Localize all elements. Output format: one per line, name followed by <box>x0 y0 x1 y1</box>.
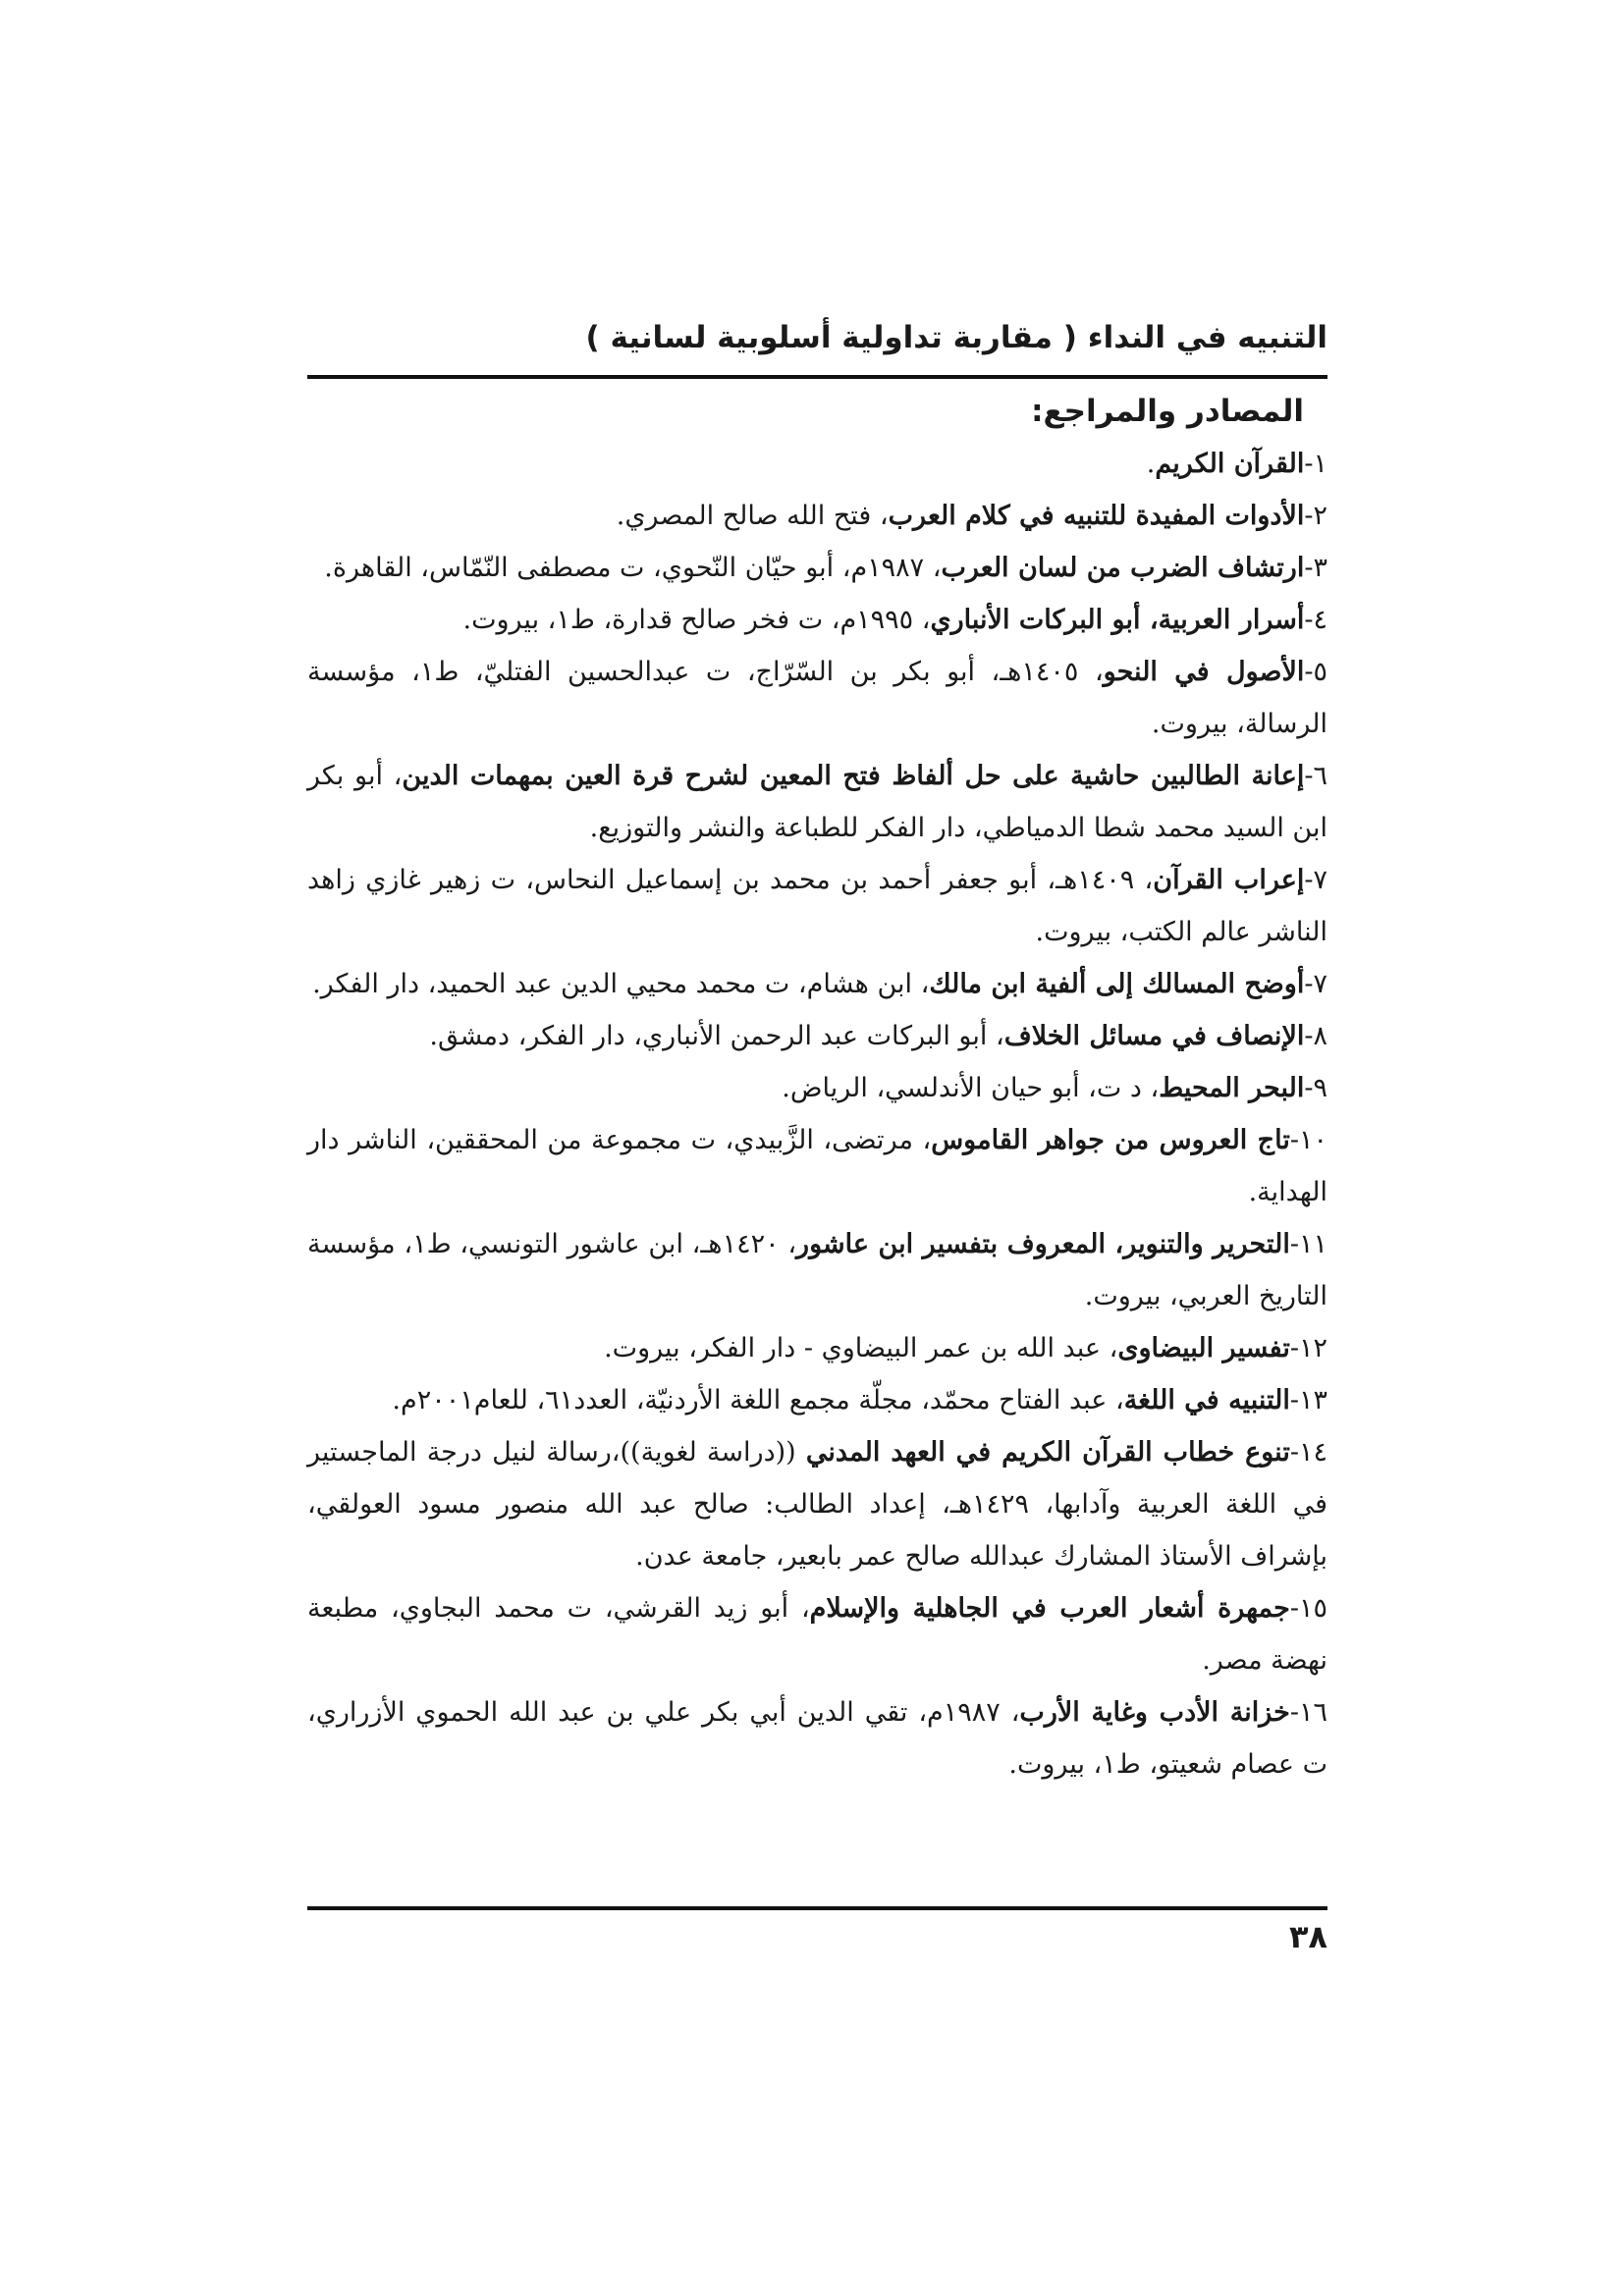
reference-number: ٧- <box>1304 865 1328 895</box>
reference-item <box>307 1426 1327 1582</box>
reference-item <box>307 958 1327 1010</box>
reference-number: ١- <box>1304 449 1327 479</box>
reference-item <box>307 542 1327 594</box>
reference-details: . <box>1146 449 1156 479</box>
reference-item <box>307 1322 1327 1374</box>
reference-details: ، ١٩٩٥م، ت فخر صالح قدارة، ط١، بيروت. <box>462 605 931 635</box>
reference-title: أسرار العربية، أبو البركات الأنباري <box>930 605 1305 635</box>
page-number: ٣٨ <box>1288 1918 1327 1955</box>
reference-title: أوضح المسالك إلى ألفية ابن مالك <box>929 969 1305 999</box>
reference-number: ٨- <box>1304 1021 1327 1051</box>
reference-title: ارتشاف الضرب من لسان العرب <box>941 553 1305 583</box>
reference-details: ، عبد الله بن عمر البيضاوي - دار الفكر، بيروت. <box>604 1333 1118 1363</box>
reference-number: ٥- <box>1304 657 1328 687</box>
reference-title: خزانة الأدب وغاية الأرب <box>1019 1697 1290 1728</box>
reference-details: ، ١٤٠٥هـ، أبو بكر بن السّرّاج، ت عبدالحسين الفتليّ، ط١، مؤسسة الرسالة، بيروت. <box>307 657 1327 739</box>
reference-details: ، أبو بكر ابن السيد محمد شطا الدمياطي، دار الفكر للطباعة والنشر والتوزيع. <box>307 761 1327 843</box>
references-section <box>307 383 1327 1790</box>
reference-item <box>307 646 1327 750</box>
section-title: المصادر والمراجع: <box>1031 394 1304 429</box>
reference-title: تفسير البيضاوى <box>1117 1333 1290 1363</box>
reference-details: ، عبد الفتاح محمّد، مجلّة مجمع اللغة الأردنيّة، العدد٦١، للعام٢٠٠١م. <box>392 1385 1124 1415</box>
reference-item <box>307 1062 1327 1114</box>
reference-details: ، ١٩٨٧م، تقي الدين أبي بكر علي بن عبد الله الحموي الأزراري، ت عصام شعيتو، ط١، بيروت. <box>307 1697 1327 1780</box>
reference-details: ، ١٤٢٠هـ، ابن عاشور التونسي، ط١، مؤسسة التاريخ العربي، بيروت. <box>307 1229 1327 1311</box>
reference-item <box>307 1582 1327 1686</box>
reference-number: ١٠- <box>1289 1125 1327 1155</box>
reference-number: ١٤- <box>1289 1437 1327 1468</box>
reference-details: ، أبو زيد القرشي، ت محمد البجاوي، مطبعة نهضة مصر. <box>307 1593 1327 1676</box>
reference-title: الإنصاف في مسائل الخلاف <box>1003 1021 1305 1051</box>
reference-item <box>307 1010 1327 1062</box>
reference-item <box>307 490 1327 542</box>
header-rule <box>307 375 1327 379</box>
reference-details: ، أبو البركات عبد الرحمن الأنباري، دار الفكر، دمشق. <box>429 1021 1004 1051</box>
reference-number: ٦- <box>1304 761 1327 791</box>
reference-number: ١٣- <box>1289 1385 1327 1415</box>
reference-item <box>307 438 1327 490</box>
reference-title: جمهرة أشعار العرب في الجاهلية والإسلام <box>809 1593 1290 1624</box>
footer-rule <box>307 1906 1327 1910</box>
reference-item <box>307 1686 1327 1790</box>
reference-title: القرآن الكريم <box>1155 449 1305 479</box>
reference-item <box>307 750 1327 854</box>
reference-number: ١٢- <box>1289 1333 1327 1363</box>
reference-details: ، د ت، أبو حيان الأندلسي، الرياض. <box>782 1073 1160 1103</box>
reference-item <box>307 1218 1327 1322</box>
reference-details: ، ابن هشام، ت محمد محيي الدين عبد الحميد، دار الفكر. <box>312 969 930 999</box>
reference-number: ٩- <box>1304 1073 1327 1103</box>
reference-details: ، ١٩٨٧م، أبو حيّان النّحوي، ت مصطفى النّمّاس، القاهرة. <box>324 553 942 583</box>
reference-title: تاج العروس من جواهر القاموس <box>931 1125 1290 1155</box>
reference-title: الأدوات المفيدة للتنبيه في كلام العرب <box>888 501 1305 531</box>
reference-title: الأصول في النحو <box>1103 657 1305 687</box>
reference-number: ١٦- <box>1289 1697 1327 1728</box>
running-header: التنبيه في النداء ( مقاربة تداولية أسلوبية لسانية ) <box>585 320 1327 355</box>
reference-number: ٤- <box>1304 605 1327 635</box>
reference-number: ٧- <box>1304 969 1327 999</box>
reference-details: ((دراسة لغوية))،رسالة لنيل درجة الماجستير في اللغة العربية وآدابها، ١٤٢٩هـ، إعداد الطالب: صالح عبد الله منصور مسود العولقي، بإشراف الأستاذ المشارك عبدالله صالح عمر بابعير، جامعة عدن. <box>307 1437 1327 1572</box>
reference-number: ٣- <box>1304 553 1327 583</box>
reference-details: ، مرتضى، الزَّبيدي، ت مجموعة من المحققين، الناشر دار الهداية. <box>307 1125 1327 1207</box>
reference-number: ١٥- <box>1289 1593 1327 1624</box>
reference-item <box>307 1114 1327 1218</box>
reference-item <box>307 1374 1327 1426</box>
reference-title: إعانة الطالبين حاشية على حل ألفاظ فتح المعين لشرح قرة العين بمهمات الدين <box>402 761 1305 791</box>
reference-item <box>307 854 1327 958</box>
reference-details: ، ١٤٠٩هـ، أبو جعفر أحمد بن محمد بن إسماعيل النحاس، ت زهير غازي زاهد الناشر عالم الكتب، بيروت. <box>307 865 1327 947</box>
reference-number: ٢- <box>1304 501 1327 531</box>
reference-details: ، فتح الله صالح المصري. <box>616 501 889 531</box>
reference-title: البحر المحيط <box>1159 1073 1305 1103</box>
reference-title: التحرير والتنوير، المعروف بتفسير ابن عاشور <box>796 1229 1290 1259</box>
reference-number: ١١- <box>1289 1229 1328 1259</box>
reference-item <box>307 594 1327 646</box>
reference-title: التنبيه في اللغة <box>1123 1385 1290 1415</box>
reference-title: إعراب القرآن <box>1153 865 1305 895</box>
reference-title: تنوع خطاب القرآن الكريم في العهد المدني <box>805 1437 1290 1468</box>
